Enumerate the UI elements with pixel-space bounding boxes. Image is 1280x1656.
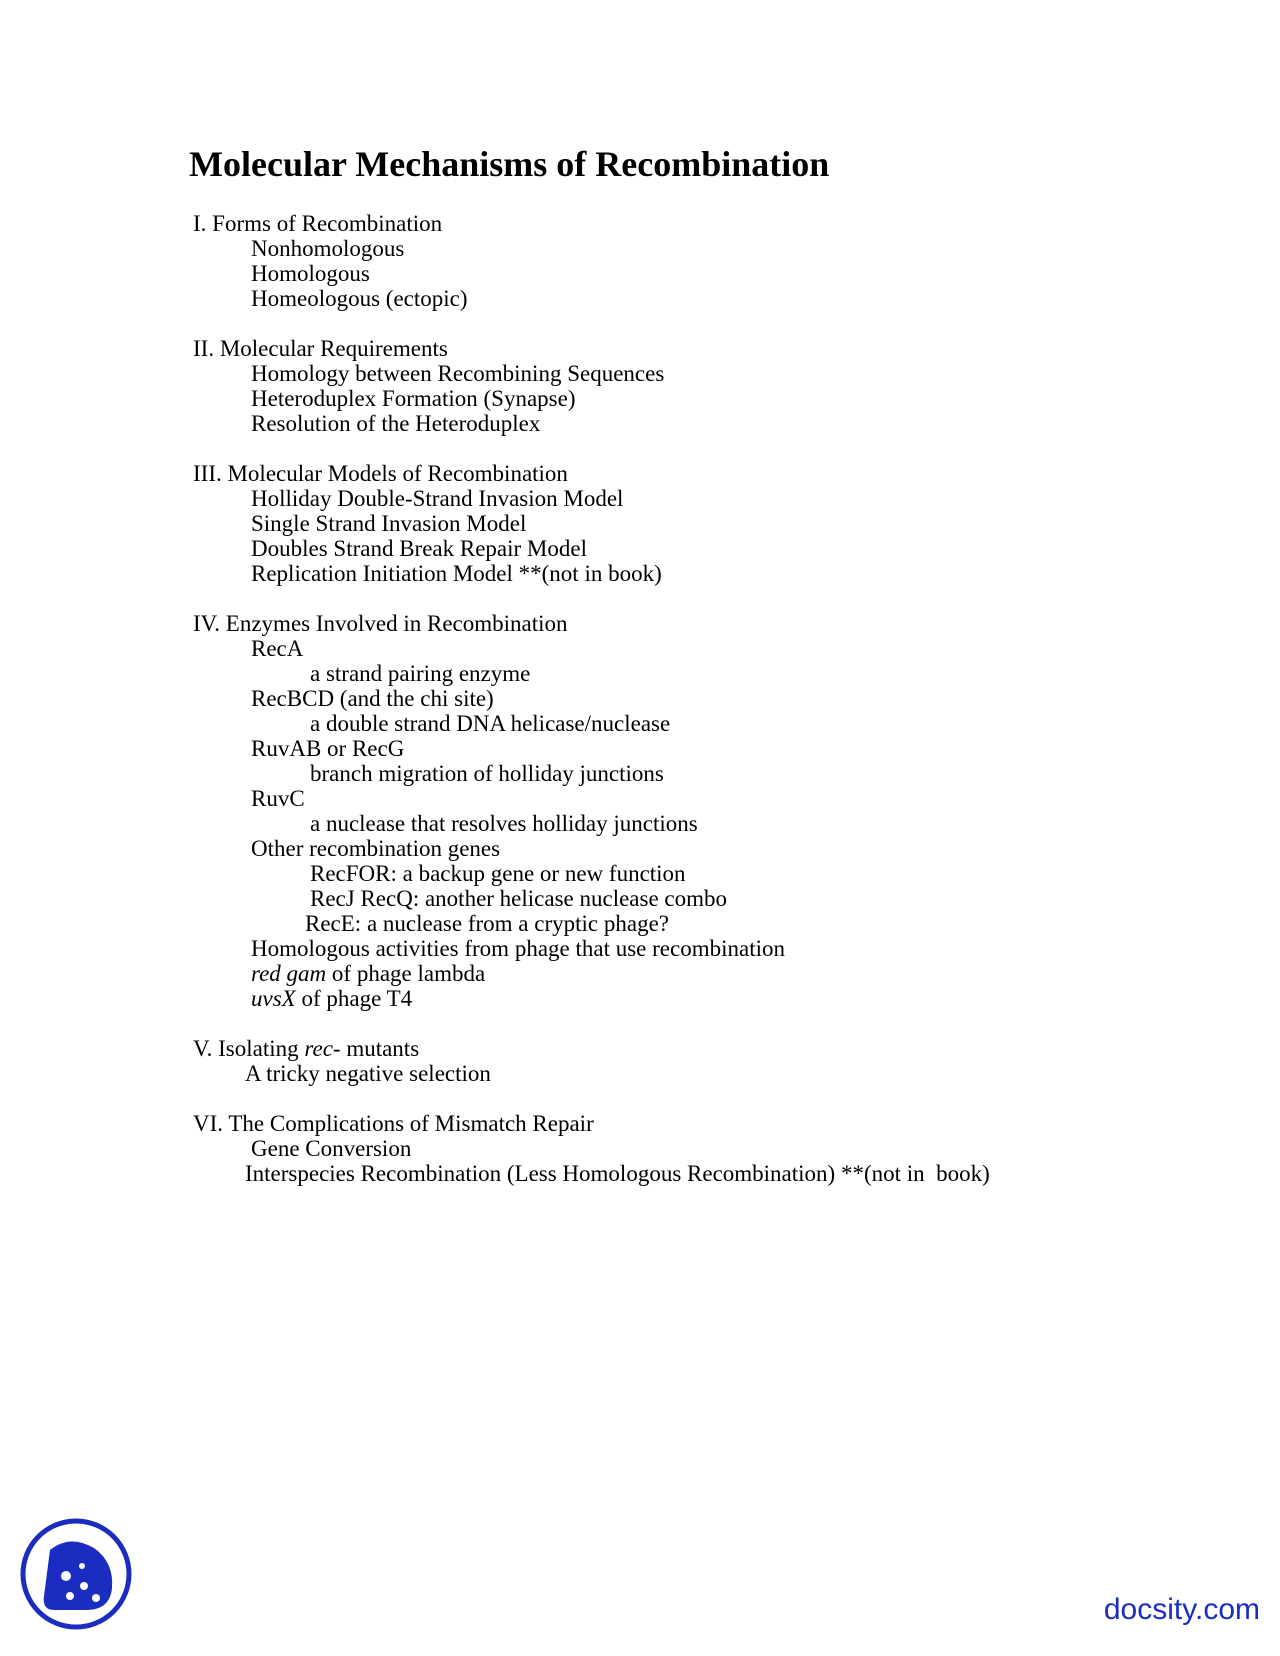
section-heading-4: IV. Enzymes Involved in Recombination [193,611,568,636]
list-subitem: RecJ RecQ: another helicase nuclease combo [310,886,728,911]
italic-term: uvsX [251,986,296,1011]
section-heading-6: VI. The Complications of Mismatch Repair [193,1111,594,1136]
list-item: RuvAB or RecG [251,736,405,761]
list-item: Homologous [251,261,370,286]
docsity-logo-icon [20,1518,132,1630]
list-item: Nonhomologous [251,236,405,261]
list-item: Interspecies Recombination (Less Homologous Recombination) **(not in book) [245,1161,990,1186]
section-heading-2: II. Molecular Requirements [193,336,448,361]
list-item: RecA [251,636,304,661]
list-subitem: a double strand DNA helicase/nuclease [310,711,671,736]
list-item: Homeologous (ectopic) [251,286,468,311]
italic-term: red gam [251,961,327,986]
list-item: Replication Initiation Model **(not in book) [251,561,662,586]
heading-prefix: V. Isolating [193,1036,305,1061]
list-item: Resolution of the Heteroduplex [251,411,541,436]
list-subitem: a nuclease that resolves holliday junctions [310,811,698,836]
heading-suffix: - mutants [332,1036,420,1061]
list-item: Doubles Strand Break Repair Model [251,536,587,561]
heading-italic: rec [304,1036,333,1061]
list-subitem: RecFOR: a backup gene or new function [310,861,686,886]
page-title: Molecular Mechanisms of Recombination [189,144,830,184]
list-item: Other recombination genes [251,836,501,861]
list-item: Single Strand Invasion Model [251,511,527,536]
list-subitem: RecE: a nuclease from a cryptic phage? [305,911,669,936]
list-item: Homology between Recombining Sequences [251,361,665,386]
term-description: of phage T4 [295,986,413,1011]
list-subitem: a strand pairing enzyme [310,661,531,686]
section-heading-5 [193,1036,419,1061]
list-item-uvsx [251,986,412,1011]
list-item: Gene Conversion [251,1136,412,1161]
list-item: RuvC [251,786,305,811]
list-item-red-gam [251,961,485,986]
list-subitem: branch migration of holliday junctions [310,761,664,786]
list-item: A tricky negative selection [245,1061,491,1086]
term-description: of phage lambda [326,961,486,986]
list-item: RecBCD (and the chi site) [251,686,494,711]
list-item: Holliday Double-Strand Invasion Model [251,486,624,511]
list-item: Heteroduplex Formation (Synapse) [251,386,576,411]
list-item: Homologous activities from phage that use recombination [251,936,785,961]
brand-link[interactable]: docsity.com [1103,1593,1260,1626]
section-heading-1: I. Forms of Recombination [193,211,443,236]
section-heading-3: III. Molecular Models of Recombination [193,461,568,486]
